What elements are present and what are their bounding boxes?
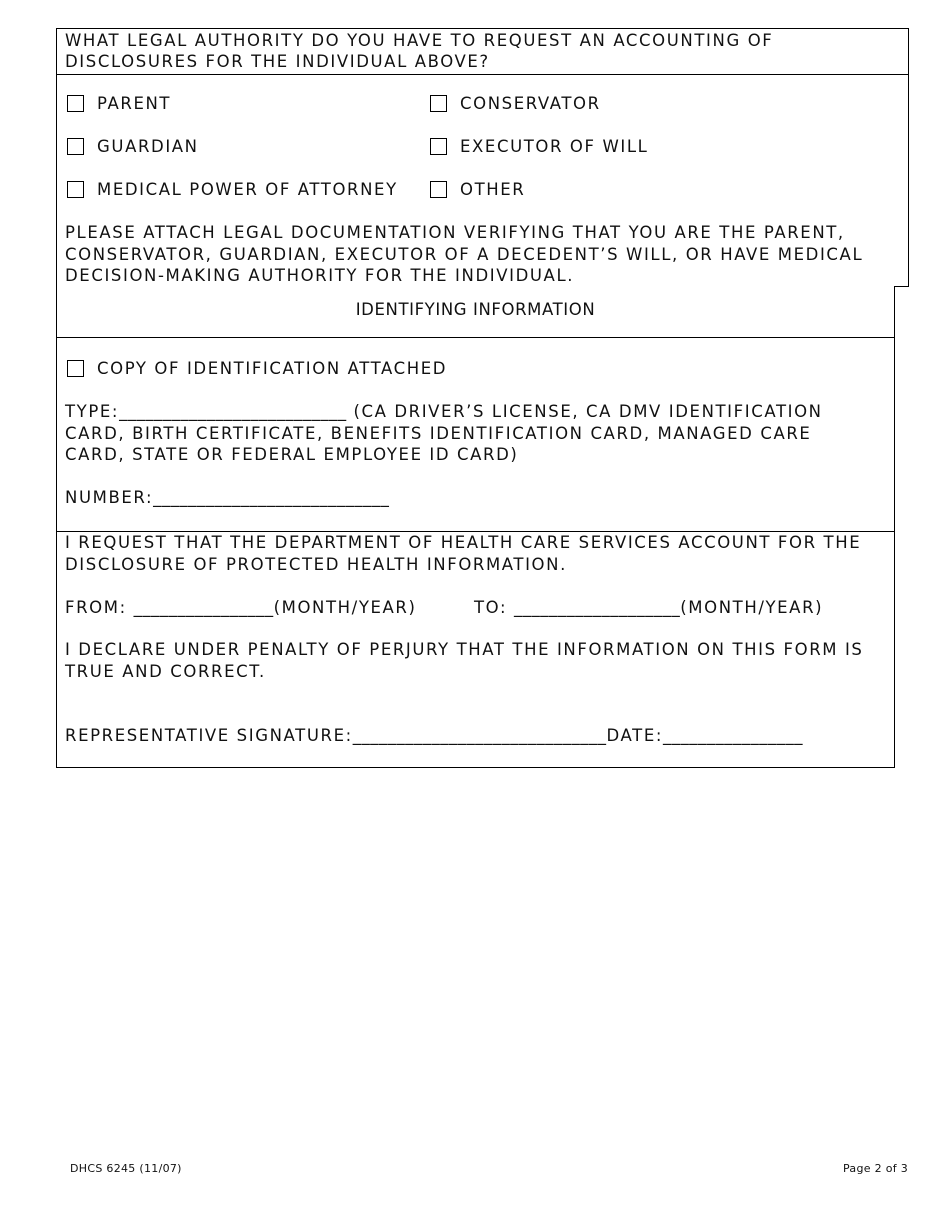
from-field bbox=[65, 597, 417, 619]
to-label: TO: bbox=[474, 598, 514, 617]
guardian-label: GUARDIAN bbox=[97, 137, 199, 156]
to-suffix: (MONTH/YEAR) bbox=[680, 598, 824, 617]
identifying-header-cell bbox=[57, 286, 894, 338]
to-field bbox=[474, 597, 823, 619]
id-number-label: NUMBER: bbox=[65, 488, 154, 507]
to-input[interactable]: ___________________ bbox=[513, 598, 681, 617]
id-type-input[interactable]: __________________________ bbox=[119, 402, 347, 421]
copy-attached-checkbox[interactable] bbox=[67, 360, 84, 377]
option-guardian[interactable] bbox=[67, 136, 199, 158]
from-input[interactable]: ________________ bbox=[133, 598, 274, 617]
parent-label: PARENT bbox=[97, 94, 172, 113]
executor-label: EXECUTOR OF WILL bbox=[460, 137, 649, 156]
medical-poa-checkbox[interactable] bbox=[67, 181, 84, 198]
legal-authority-question: WHAT LEGAL AUTHORITY DO YOU HAVE TO REQUEST AN ACCOUNTING OF DISCLOSURES FOR THE INDIVIDUAL ABOVE? bbox=[65, 31, 774, 71]
guardian-checkbox[interactable] bbox=[67, 138, 84, 155]
from-suffix: (MONTH/YEAR) bbox=[273, 598, 417, 617]
date-input[interactable]: ________________ bbox=[663, 726, 804, 745]
option-conservator[interactable] bbox=[430, 93, 601, 115]
copy-attached-option[interactable] bbox=[67, 358, 447, 380]
legal-authority-section bbox=[56, 28, 909, 287]
option-other[interactable] bbox=[430, 179, 525, 201]
signature-row bbox=[65, 725, 803, 747]
date-label: DATE: bbox=[606, 726, 664, 745]
form-id: DHCS 6245 (11/07) bbox=[70, 1162, 182, 1175]
identifying-information-section bbox=[56, 286, 895, 532]
signature-label: REPRESENTATIVE SIGNATURE: bbox=[65, 726, 353, 745]
identifying-header: IDENTIFYING INFORMATION bbox=[355, 300, 596, 319]
signature-input[interactable]: _____________________________ bbox=[352, 726, 607, 745]
id-type-field bbox=[65, 401, 865, 466]
request-section bbox=[56, 531, 895, 768]
id-number-field bbox=[65, 487, 389, 509]
id-number-input[interactable]: ___________________________ bbox=[153, 488, 390, 507]
id-type-label: TYPE: bbox=[65, 402, 120, 421]
id-type-hint: (CA DRIVER’S LICENSE, CA DMV IDENTIFICATION CARD, BIRTH CERTIFICATE, BENEFITS IDENTIFICATION CARD, MANAGED CARE CARD, STATE OR FEDERAL EMPLOYEE ID CARD) bbox=[65, 402, 823, 464]
copy-attached-label: COPY OF IDENTIFICATION ATTACHED bbox=[97, 359, 448, 378]
parent-checkbox[interactable] bbox=[67, 95, 84, 112]
perjury-declaration: I DECLARE UNDER PENALTY OF PERJURY THAT THE INFORMATION ON THIS FORM IS TRUE AND CORRECT. bbox=[65, 640, 864, 681]
page-number: Page 2 of 3 bbox=[842, 1162, 908, 1175]
request-statement: I REQUEST THAT THE DEPARTMENT OF HEALTH CARE SERVICES ACCOUNT FOR THE DISCLOSURE OF PROTECTED HEALTH INFORMATION. bbox=[65, 533, 862, 574]
option-parent[interactable] bbox=[67, 93, 171, 115]
option-medical-poa[interactable] bbox=[67, 179, 398, 201]
legal-documentation-note: PLEASE ATTACH LEGAL DOCUMENTATION VERIFYING THAT YOU ARE THE PARENT, CONSERVATOR, GUARDIAN, EXECUTOR OF A DECEDENT’S WILL, OR HAVE MEDICAL DECISION-MAKING AUTHORITY FOR THE INDIVIDUAL. bbox=[65, 223, 864, 285]
option-executor[interactable] bbox=[430, 136, 648, 158]
conservator-checkbox[interactable] bbox=[430, 95, 447, 112]
other-label: OTHER bbox=[460, 180, 526, 199]
legal-authority-question-cell bbox=[57, 29, 908, 75]
executor-checkbox[interactable] bbox=[430, 138, 447, 155]
from-label: FROM: bbox=[65, 598, 134, 617]
conservator-label: CONSERVATOR bbox=[460, 94, 601, 113]
medical-poa-label: MEDICAL POWER OF ATTORNEY bbox=[97, 180, 398, 199]
other-checkbox[interactable] bbox=[430, 181, 447, 198]
